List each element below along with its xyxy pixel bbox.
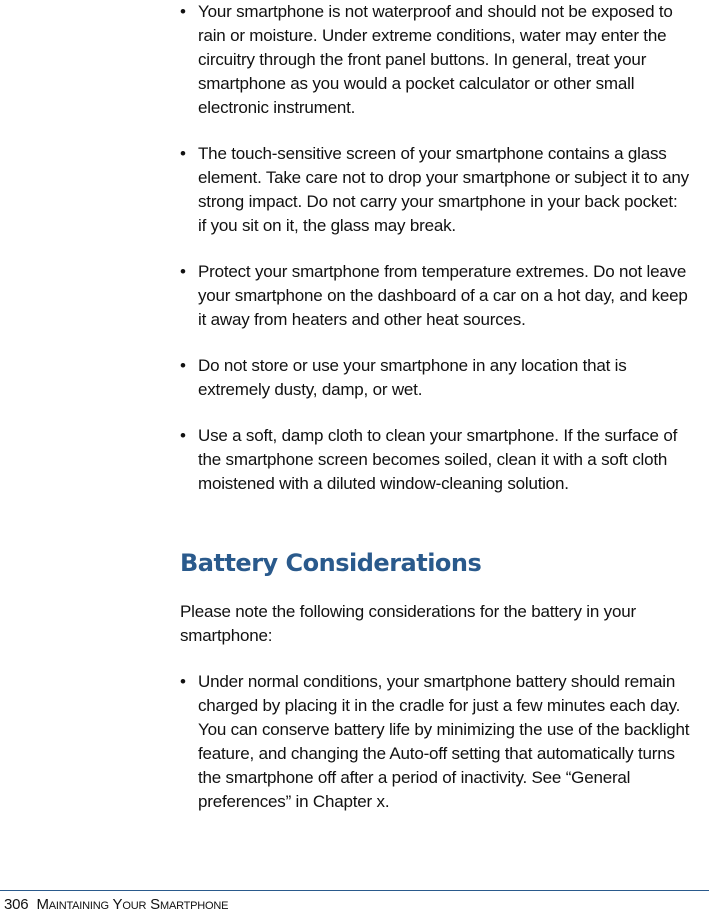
bullet-marker: •	[180, 426, 186, 445]
bullet-storage	[180, 354, 690, 402]
intro-paragraph: Please note the following considerations for the battery in your smartphone:	[180, 602, 636, 645]
bullet-text: The touch-sensitive screen of your smartphone contains a glass element. Take care not to drop your smartphone or subject it to any strong impact. Do not carry your smartphone in your back pocket: if you sit on it, the glass may break.	[198, 144, 689, 235]
bullet-temperature	[180, 260, 690, 332]
section-heading: Battery Considerations	[180, 549, 482, 577]
bullet-text: Use a soft, damp cloth to clean your smartphone. If the surface of the smartphone screen becomes soiled, clean it with a soft cloth moistened with a diluted window-cleaning solution.	[198, 426, 678, 493]
care-bullet-list	[180, 0, 690, 496]
bullet-text: Protect your smartphone from temperature extremes. Do not leave your smartphone on the dashboard of a car on a hot day, and keep it away from heaters and other heat sources.	[198, 262, 688, 329]
bullet-battery-charge	[180, 670, 690, 814]
bullet-marker: •	[180, 672, 186, 691]
footer-section-title: Maintaining Your Smartphone	[36, 896, 229, 913]
page-number: 306	[4, 896, 29, 913]
bullet-marker: •	[180, 356, 186, 375]
bullet-screen-glass	[180, 142, 690, 238]
page-content	[180, 0, 690, 814]
bullet-waterproof	[180, 0, 690, 120]
bullet-cleaning	[180, 424, 690, 496]
bullet-text: Your smartphone is not waterproof and should not be exposed to rain or moisture. Under extreme conditions, water may enter the circuitry through the front panel buttons. In general, treat your smartphone as you would a pocket calculator or other small electronic instrument.	[198, 2, 673, 117]
bullet-marker: •	[180, 144, 186, 163]
page-footer	[4, 896, 228, 914]
bullet-text: Do not store or use your smartphone in any location that is extremely dusty, damp, or wet.	[198, 356, 627, 399]
bullet-text: Under normal conditions, your smartphone battery should remain charged by placing it in the cradle for just a few minutes each day. You can conserve battery life by minimizing the use of the backlight feature, and changing the Auto-off setting that automatically turns the smartphone off after a period of inactivity. See “General preferences” in Chapter x.	[198, 672, 690, 811]
battery-bullet-list	[180, 670, 690, 814]
footer-rule	[0, 890, 709, 891]
bullet-marker: •	[180, 2, 186, 21]
bullet-marker: •	[180, 262, 186, 281]
